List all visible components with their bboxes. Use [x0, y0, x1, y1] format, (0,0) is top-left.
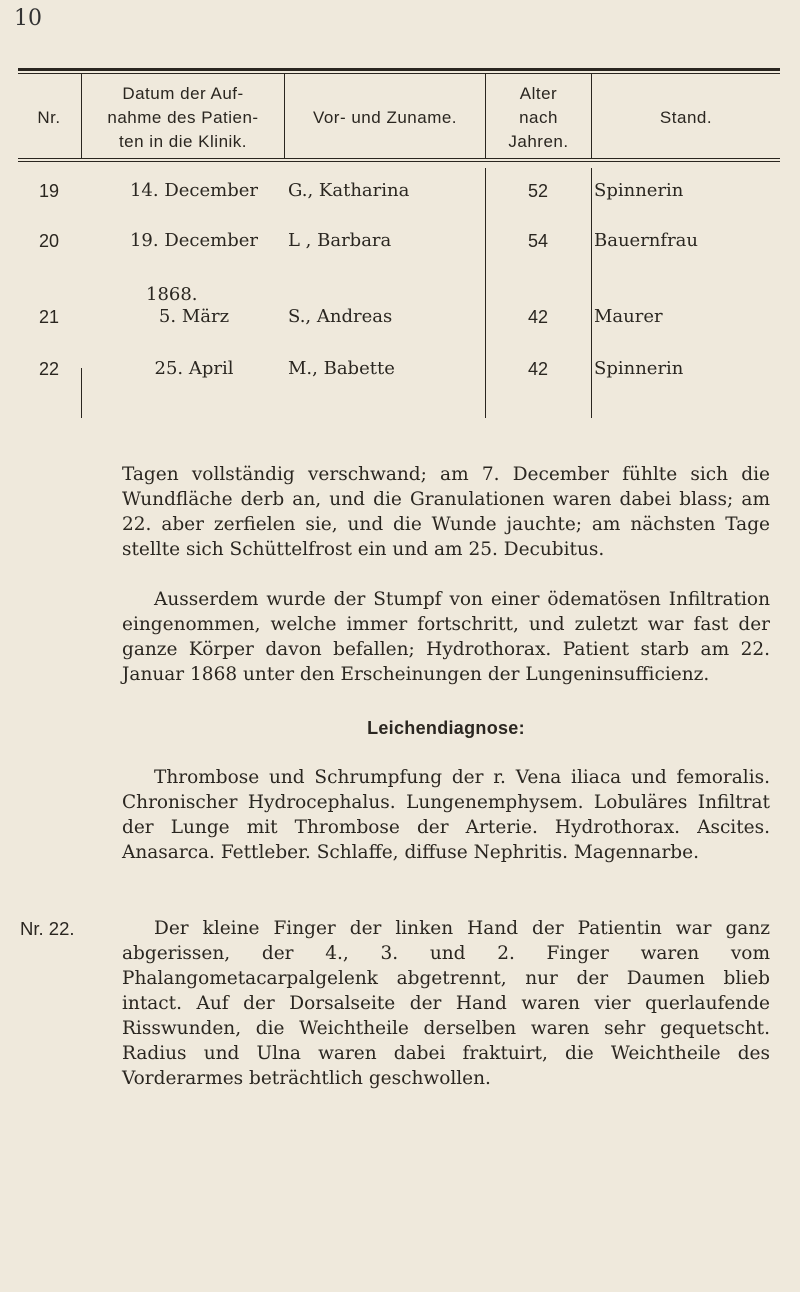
row-nr: 21: [38, 307, 60, 327]
row-datum: 5. März: [158, 306, 230, 327]
header-stand: Stand.: [659, 108, 713, 127]
row-name: G., Katharina: [288, 180, 410, 201]
row-nr: 22: [38, 359, 60, 379]
row-stand: Spinnerin: [594, 180, 684, 201]
row-stand: Bauernfrau: [594, 230, 698, 251]
column-divider: [81, 368, 82, 418]
paragraph-infiltration: Ausserdem wurde der Stumpf von einer ödematösen Infiltration eingenommen, welche immer fortschritt, und zuletzt war fast der ganze Körper davon befallen; Hydrothorax. Patient starb am 22. Januar 1868 unter den Erscheinungen der Lungeninsufficienz.: [122, 589, 770, 685]
paragraph-diagnosis: Thrombose und Schrumpfung der r. Vena iliaca und femoralis. Chronischer Hydrocephalus. Lungenemphysem. Lobuläres Infiltrat der Lunge mit Thrombose der Arterie. Hydrothorax. Ascites. Anasarca. Fettleber. Schlaffe, diffuse Nephritis. Magennarbe.: [122, 767, 770, 863]
header-name: Vor- und Zuname.: [312, 108, 458, 127]
table-top-rule-thin: [18, 73, 780, 74]
year-marker: 1868.: [146, 284, 198, 305]
section-heading: Leichendiagnose:: [367, 718, 525, 738]
row-alter: 54: [527, 231, 549, 251]
row-alter: 42: [527, 307, 549, 327]
row-name: L , Barbara: [288, 230, 392, 251]
header-nr: Nr.: [37, 108, 61, 127]
row-name: M., Babette: [288, 358, 395, 379]
case-label: Nr. 22.: [20, 918, 75, 939]
paragraph-course: Tagen vollständig verschwand; am 7. December fühlte sich die Wundfläche derb an, und die Granulationen waren dabei blass; am 22. aber zerfielen sie, und die Wunde jauchte; am nächsten Tage stellte sich Schüttelfrost ein und am 25. Decubitus.: [122, 464, 770, 560]
table-header-rule-thin: [18, 161, 780, 162]
row-name: S., Andreas: [288, 306, 393, 327]
row-nr: 20: [38, 231, 60, 251]
table-header-rule: [18, 158, 780, 159]
row-datum: 19. December: [129, 230, 258, 251]
row-stand: Spinnerin: [594, 358, 684, 379]
row-alter: 42: [527, 359, 549, 379]
row-datum: 14. December: [129, 180, 258, 201]
paragraph-case-22: Der kleine Finger der linken Hand der Patientin war ganz abgerissen, der 4., 3. und 2. Finger waren vom Phalangometacarpalgelenk abgetrennt, nur der Daumen blieb intact. Auf der Dorsalseite der Hand waren vier querlaufende Risswunden, die Weichtheile derselben waren sehr gequetscht. Radius und Ulna waren dabei fraktuirt, die Weichtheile des Vorderarmes beträchtlich geschwollen.: [122, 918, 770, 1089]
row-datum: 25. April: [154, 358, 234, 379]
row-alter: 52: [527, 181, 549, 201]
column-divider: [485, 168, 486, 418]
page-number: 10: [14, 6, 42, 31]
header-alter: Alter nach Jahren.: [508, 84, 569, 151]
column-divider: [591, 168, 592, 418]
table-top-rule: [18, 68, 780, 71]
row-stand: Maurer: [594, 306, 663, 327]
header-datum: Datum der Auf- nahme des Patien- ten in die Klinik.: [107, 84, 259, 151]
row-nr: 19: [38, 181, 60, 201]
